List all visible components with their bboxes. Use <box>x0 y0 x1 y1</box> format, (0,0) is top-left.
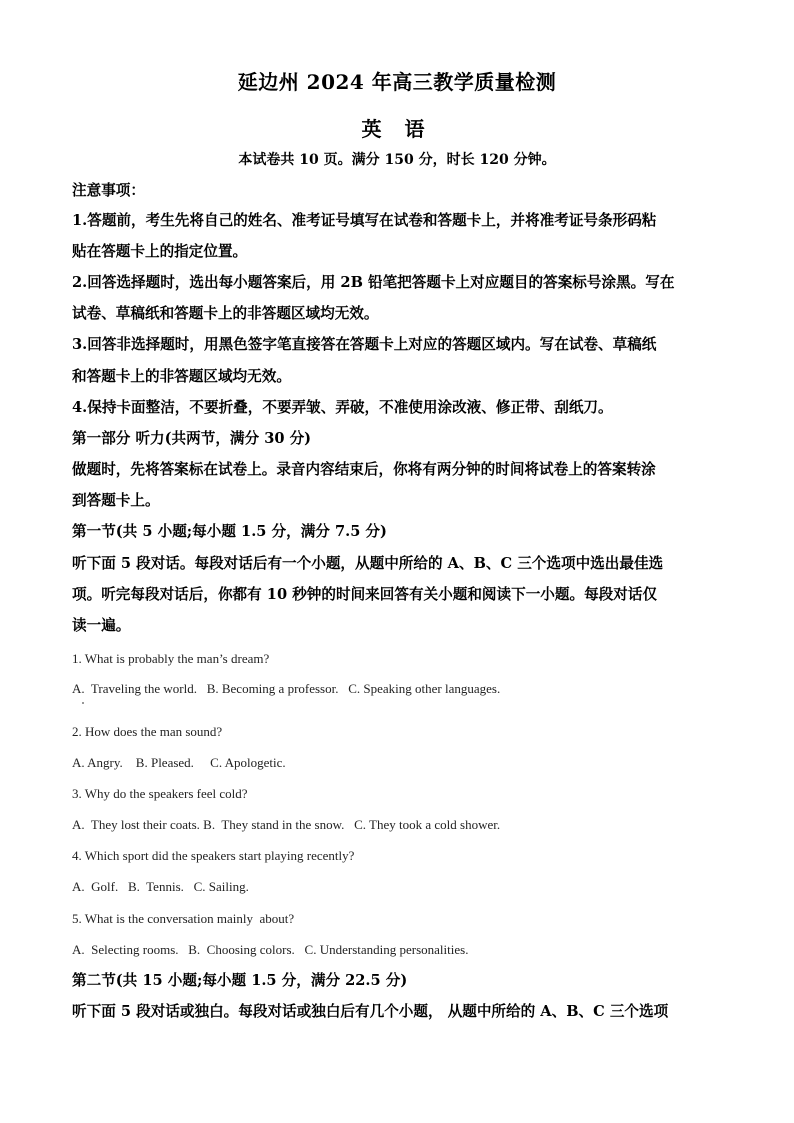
question-3-options: A. They lost their coats. B. They stand in the snow. C. They took a cold shower. <box>72 817 501 832</box>
section1-instr-line-3: 读一遍。 <box>72 617 131 634</box>
question-1-options: A. Traveling the world. B. Becoming a professor. C. Speaking other languages. <box>72 681 501 696</box>
note-2-line-2: 试卷、草稿纸和答题卡上的非答题区域均无效。 <box>72 305 379 322</box>
section1-instr-line-1: 听下面 5 段对话。每段对话后有一个小题，从题中所给的 A、B、C 三个选项中选出最佳选 <box>72 555 664 572</box>
section2-heading: 第二节(共 15 小题;每小题 1.5 分，满分 22.5 分) <box>72 972 408 989</box>
question-2-options: A. Angry. B. Pleased. C. Apologetic. <box>72 755 286 770</box>
question-5-options: A. Selecting rooms. B. Choosing colors. C. Understanding personalities. <box>72 942 469 957</box>
notes-heading: 注意事项： <box>72 182 145 199</box>
stray-dot <box>82 702 84 704</box>
subject-heading: 英 语 <box>361 117 433 141</box>
section2-instr-line-1: 听下面 5 段对话或独白。每段对话或独白后有几个小题， 从题中所给的 A、B、C 三个选项 <box>72 1003 669 1020</box>
exam-title: 延边州 2024 年高三教学质量检测 <box>237 70 557 94</box>
note-3-line-1: 3.回答非选择题时，用黑色签字笔直接答在答题卡上对应的答题区域内。写在试卷、草稿纸 <box>72 336 657 353</box>
question-2: 2. How does the man sound? <box>72 724 223 739</box>
section1-instr-line-2: 项。听完每段对话后，你都有 10 秒钟的时间来回答有关小题和阅读下一小题。每段对话仅 <box>72 586 658 603</box>
question-3: 3. Why do the speakers feel cold? <box>72 786 248 801</box>
part1-instr-line-1: 做题时，先将答案标在试卷上。录音内容结束后，你将有两分钟的时间将试卷上的答案转涂 <box>72 461 656 478</box>
exam-info: 本试卷共 10 页。满分 150 分，时长 120 分钟。 <box>238 152 556 168</box>
note-2-line-1: 2.回答选择题时，选出每小题答案后，用 2B 铅笔把答题卡上对应题目的答案标号涂黑。写在 <box>72 274 675 291</box>
note-4: 4.保持卡面整洁，不要折叠，不要弄皱、弄破，不准使用涂改液、修正带、刮纸刀。 <box>72 399 613 416</box>
question-4: 4. Which sport did the speakers start playing recently? <box>72 848 355 863</box>
question-5: 5. What is the conversation mainly about? <box>72 911 295 926</box>
part1-instr-line-2: 到答题卡上。 <box>72 492 160 509</box>
question-1: 1. What is probably the man’s dream? <box>72 651 270 666</box>
note-1-line-2: 贴在答题卡上的指定位置。 <box>72 243 248 260</box>
note-1-line-1: 1.答题前，考生先将自己的姓名、准考证号填写在试卷和答题卡上，并将准考证号条形码粘 <box>72 212 657 229</box>
section1-heading: 第一节(共 5 小题;每小题 1.5 分，满分 7.5 分) <box>72 523 387 540</box>
question-4-options: A. Golf. B. Tennis. C. Sailing. <box>72 879 249 894</box>
part1-heading: 第一部分 听力(共两节，满分 30 分) <box>72 430 312 447</box>
note-3-line-2: 和答题卡上的非答题区域均无效。 <box>72 368 291 385</box>
